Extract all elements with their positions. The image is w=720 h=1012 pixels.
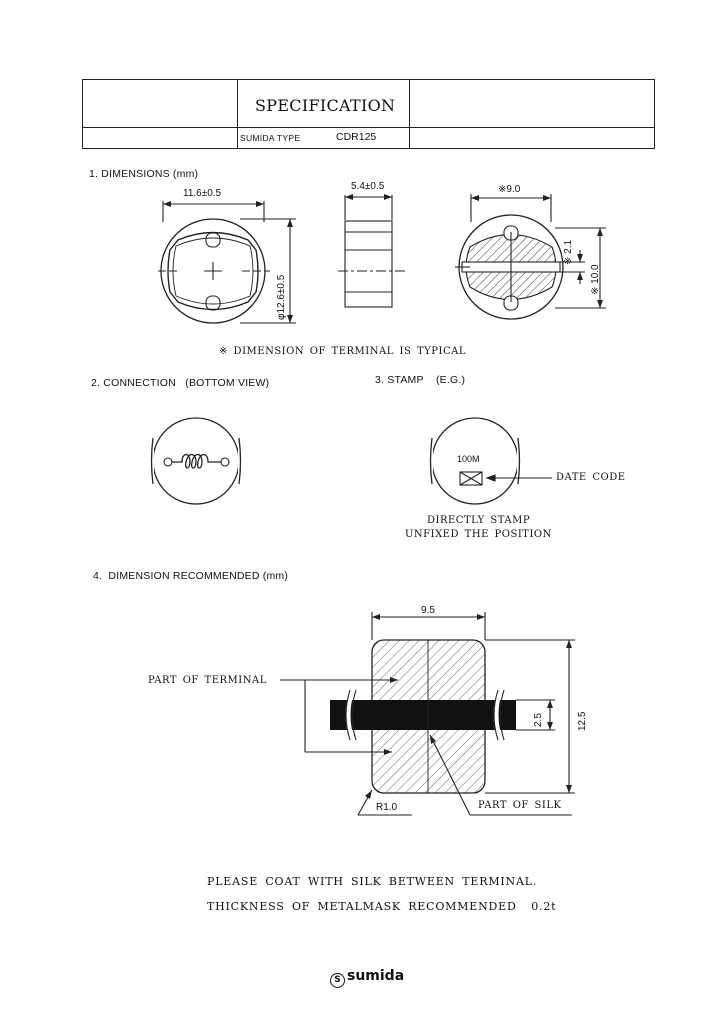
date-code-label: DATE CODE <box>556 472 626 483</box>
part-of-silk-label: PART OF SILK <box>478 800 562 811</box>
dim-terminal-height: ※ 2.1 <box>563 239 574 265</box>
rec-width: 9.5 <box>421 605 435 616</box>
section-connection: 2. CONNECTION (BOTTOM VIEW) <box>91 377 270 389</box>
note-line-1: PLEASE COAT WITH SILK BETWEEN TERMINAL. <box>207 875 538 888</box>
note-line-2: THICKNESS OF METALMASK RECOMMENDED 0.2t <box>207 900 557 913</box>
connection-drawing <box>152 418 241 504</box>
sumida-logo: S sumida <box>330 968 404 988</box>
dim-diameter: φ12.6±0.5 <box>276 274 287 320</box>
sumida-swirl-icon: S <box>330 973 345 988</box>
section-recommended: 4. DIMENSION RECOMMENDED (mm) <box>93 570 289 582</box>
stamp-drawing <box>431 418 553 504</box>
type-label: SUMIDA TYPE <box>240 133 301 143</box>
stamp-note-line2: UNFIXED THE POSITION <box>405 529 552 540</box>
section-stamp: 3. STAMP (E.G.) <box>375 374 466 386</box>
stamp-note-line1: DIRECTLY STAMP <box>427 515 531 526</box>
type-value: CDR125 <box>336 131 377 143</box>
dim-terminal-span: ※ 10.0 <box>590 264 601 295</box>
rec-gap: 2.5 <box>533 713 544 727</box>
typical-note: ※ DIMENSION OF TERMINAL IS TYPICAL <box>219 346 466 357</box>
dim-top-width: 11.6±0.5 <box>183 188 222 199</box>
stamp-code: 100M <box>457 454 480 464</box>
rec-radius: R1.0 <box>376 802 398 813</box>
section-dimensions: 1. DIMENSIONS (mm) <box>89 168 199 180</box>
dim-side-width: 5.4±0.5 <box>351 181 385 192</box>
side-view-drawing <box>338 195 405 307</box>
part-of-terminal-label: PART OF TERMINAL <box>148 675 267 686</box>
page-title: SPECIFICATION <box>255 96 396 115</box>
recommended-pattern-drawing <box>280 612 575 815</box>
bottom-view-drawing <box>455 194 606 319</box>
dim-terminal-width: ※9.0 <box>498 184 521 195</box>
rec-height: 12.5 <box>577 711 588 731</box>
